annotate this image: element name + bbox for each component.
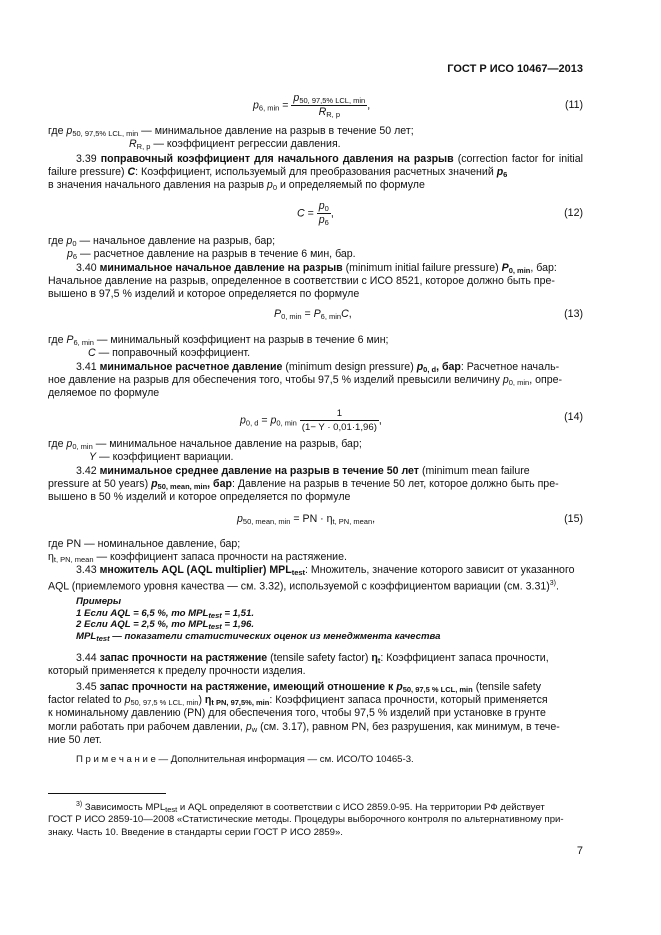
where-line: $p_6$ — расчетное давление на разрыв в течение 6 мин, бар. <box>67 248 356 261</box>
page-number: 7 <box>576 845 583 857</box>
equation-15: $p_{50, mean, min}$ = PN · $\eta_{t, PN, mean}$, <box>237 513 376 526</box>
equation-number: (11) <box>564 99 583 111</box>
equation-number: (15) <box>564 513 583 525</box>
where-line: C — поправочный коэффициент. <box>88 347 251 359</box>
document-header: ГОСТ Р ИСО 10467—2013 <box>447 63 583 75</box>
where-line: где $p_0$ — начальное давление на разрыв, бар; <box>48 235 276 248</box>
equation-14: $p_{0, d} = p_{0, min}$ $\frac{1}{(1- Y \cdot 0,01\cdot 1,96)}$ , <box>240 408 382 434</box>
where-line: где $p_{50, 97,5\% LCL, min}$ — минимальное давление на разрыв в течение 50 лет; <box>48 125 414 138</box>
clause-3-39: 3.39 поправочный коэффициент для начального давления на разрыв (correction factor for initial failure pressure) C: Коэффициент, используемый для преобразования расчетных значений $p_6$ в значения начального давления на разрыв $p_0$ и определяемый по формуле <box>48 153 583 193</box>
clause-3-44: 3.44 запас прочности на растяжение (tensile safety factor) $\eta_t$: Коэффициент запаса прочности, который применяется к пределу прочности изделия. <box>48 652 549 678</box>
equation-number: (14) <box>564 411 583 423</box>
fraction: $\frac{p_{50, 97,5\% LCL, min}}{R_{R, p}}$ <box>293 92 366 120</box>
where-line: Y — коэффициент вариации. <box>89 451 234 463</box>
where-line: $R_{R, p}$ — коэффициент регрессии давления. <box>129 138 341 151</box>
equation-number: (12) <box>564 207 583 219</box>
equation-13: $P_{0, min} = P_{6, min}C$, <box>274 308 352 321</box>
footnote-separator <box>48 793 166 794</box>
clause-3-42: 3.42 минимальное среднее давление на разрыв в течение 50 лет (minimum mean failure pressure at 50 years) $p_{50, mean, min}$, бар: Давление на разрыв в течение 50 лет, которое должно быть пре- вышено в 50 % изделий и которое определяется по формуле <box>48 465 559 504</box>
fraction: $\frac{1}{(1- Y \cdot 0,01\cdot 1,96)}$ <box>301 408 377 434</box>
where-line: где PN — номинальное давление, бар; <box>48 538 241 550</box>
where-line: $\eta_{t, PN, mean}$ — коэффициент запаса прочности на растяжение. <box>48 551 347 564</box>
equation-number: (13) <box>564 308 583 320</box>
equation-11: $p_{6, min}$ = $\frac{p_{50, 97,5\% LCL, min}}{R_{R, p}}$ , <box>253 92 371 120</box>
equation-12: C = $\frac{p_0}{p_6}$ , <box>297 200 334 228</box>
where-line: где $P_{6, min}$ — минимальный коэффициент на разрыв в течение 6 мин; <box>48 334 389 347</box>
clause-3-45: 3.45 запас прочности на растяжение, имеющий отношение к $p_{50, 97,5 \% LCL, min}$ (tensile safety factor related to $p_{50, 97,5 \% LCL, min}$) $\eta_{t PN, 97,5\%, min}$: Коэффициент запаса прочности, который применяется к номинальному давлению (PN) для обеспечения того, чтобы 97,5 % изделий при установке в грунте могли работать при рабочем давлении, $p_w$ (см. 3.17), равном PN, без разрушения, как минимум, в тече- ние 50 лет. <box>48 681 560 746</box>
footnote: $^{3)}$ Зависимость $MPL_{test}$ и AQL определяют в соответствии с ИСО 2859.0-95. На территории РФ действует ГОСТ Р ИСО 2859-10—2008 «Статистические методы. Процедуры выборочного контроля по альтернативному при- знаку. Часть 10. Введение в стандарты серии ГОСТ Р ИСО 2859». <box>48 801 564 838</box>
note: П р и м е ч а н и е — Дополнительная информация — см. ИСО/ТО 10465-3. <box>76 754 414 765</box>
clause-3-43: 3.43 множитель AQL (AQL multiplier) $MPL_{test}$: Множитель, значение которого зависит от указанного AQL (приемлемого уровня качества — см. 3.32), используемой с коэффициентом вариации (см. 3.31)$^{3)}$. <box>48 564 575 593</box>
clause-3-41: 3.41 минимальное расчетное давление (minimum design pressure) $p_{0, d}$, бар: Расчетное началь- ное давление на разрыв для обеспечения того, чтобы 97,5 % изделий превысили величину $p_{0, min}$, опре- деляемое по формуле <box>48 361 563 400</box>
clause-3-40: 3.40 минимальное начальное давление на разрыв (minimum initial failure pressure) $P_{0, min}$, бар: Начальное давление на разрыв, определенное в соответствии с ИСО 8521, которое должно быть пре- вышено в 97,5 % изделий и которое определяется по формуле <box>48 262 557 301</box>
examples-block: Примеры 1 Если AQL = 6,5 %, то $MPL_{test} = 1,51$. 2 Если AQL = 2,5 %, то $MPL_{test} = 1,96$. $MPL_{test}$ — показатели статистических оценок из менеджмента качества <box>76 596 441 643</box>
fraction: $\frac{p_0}{p_6}$ <box>318 200 329 228</box>
where-line: где $p_{0, min}$ — минимальное начальное давление на разрыв, бар; <box>48 438 362 451</box>
